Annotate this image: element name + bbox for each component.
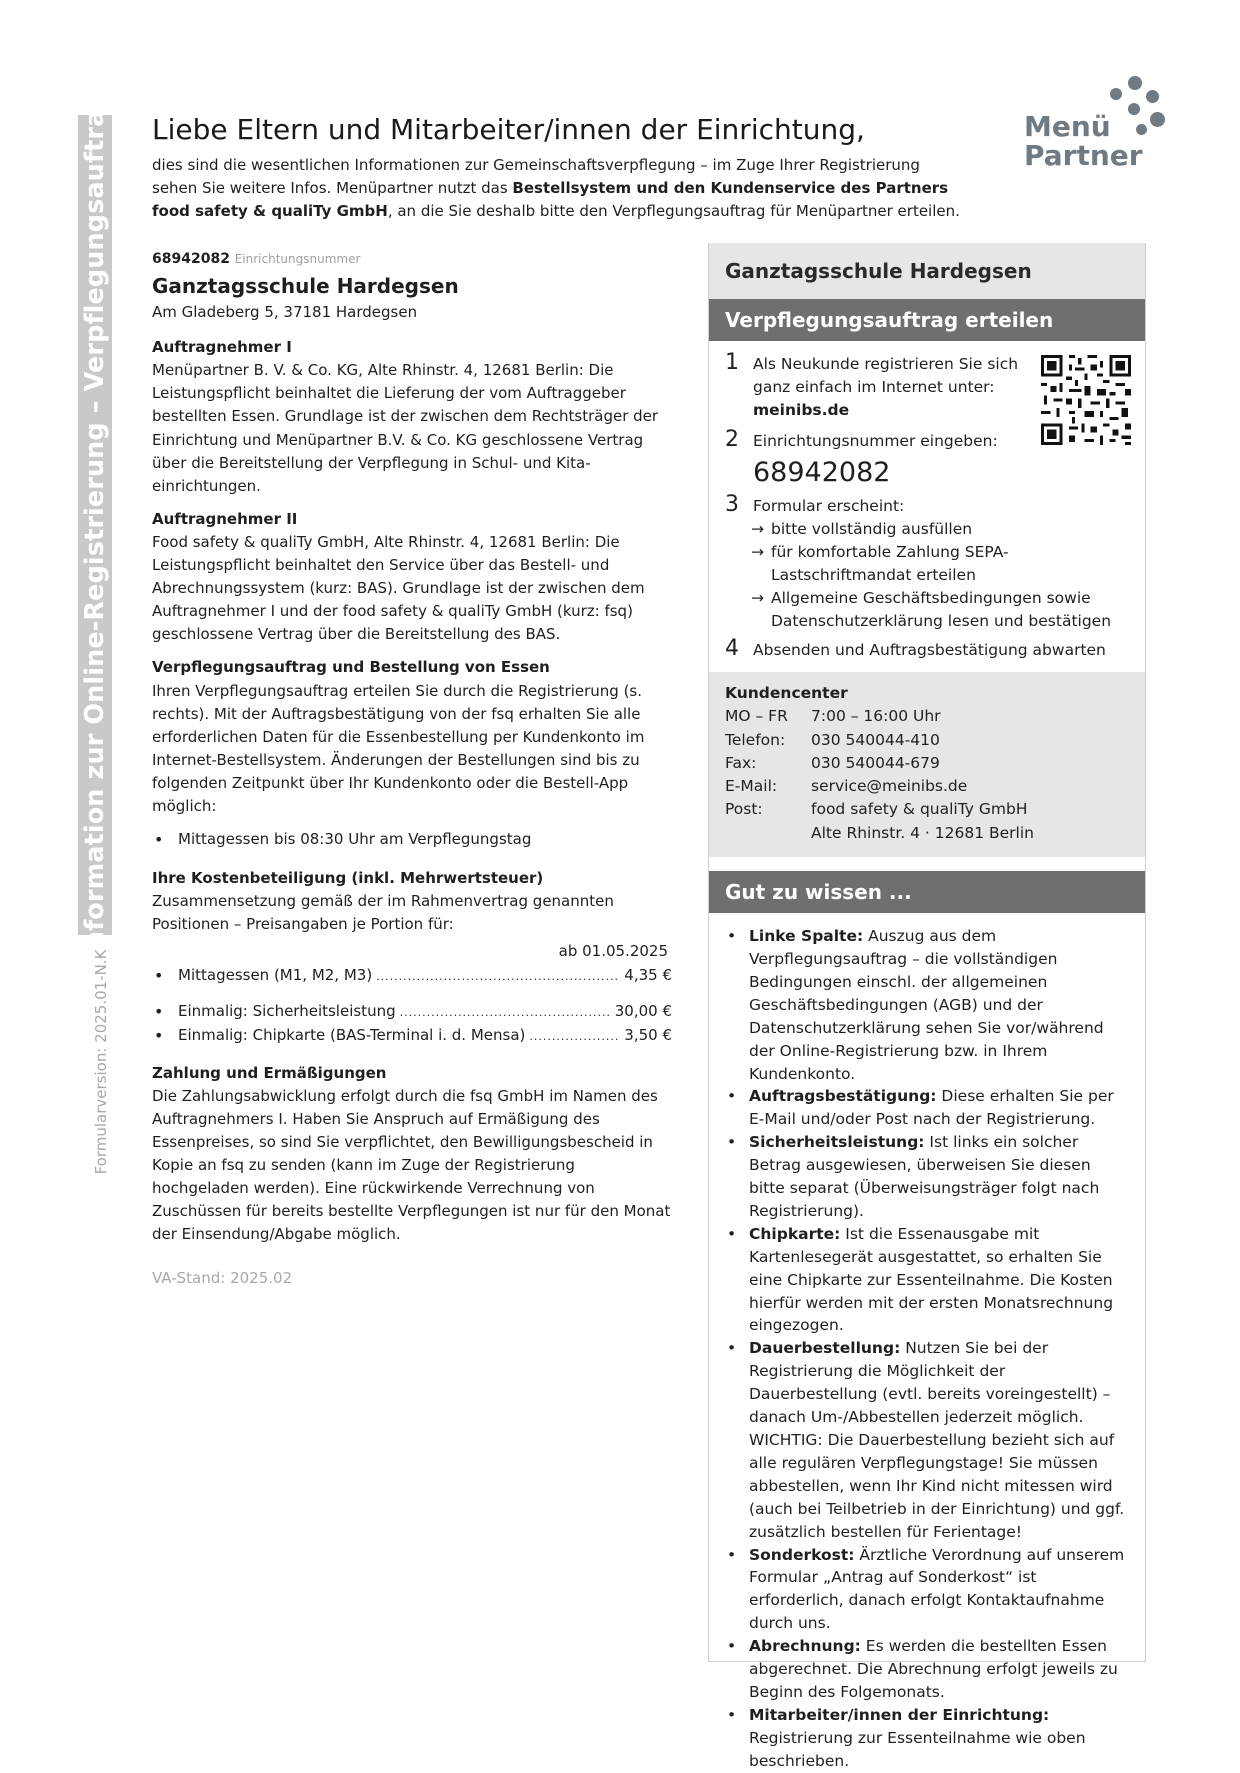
item-text: Auszug aus dem Verpflegungsauftrag – die vollständigen Bedingungen einschl. der allgemeinen Geschäftsbedingungen (AGB) und der Datenschutzerklärung sehen Sie vor/während der Online-Registrierung bzw. in Ihrem Kundenkonto. xyxy=(749,927,1104,1083)
intro-text xyxy=(152,154,992,223)
logo-dot-icon xyxy=(1146,90,1159,103)
price-row xyxy=(152,964,672,988)
intro-line-2 xyxy=(152,177,992,200)
item-title: Dauerbestellung: xyxy=(749,1339,901,1358)
step-number: 3 xyxy=(725,492,739,517)
contact-key: Post: xyxy=(725,800,763,819)
list-item xyxy=(725,1085,1131,1131)
step-number: 2 xyxy=(725,427,739,452)
customer-center-title: Kundencenter xyxy=(725,684,848,702)
registration-link[interactable]: meinibs.de xyxy=(753,401,850,419)
contact-row xyxy=(725,752,1129,775)
list-item xyxy=(725,1635,1131,1704)
price-label: • Mittagessen (M1, M2, M3) xyxy=(178,965,373,984)
step-number: 4 xyxy=(725,636,739,661)
payment-text: Die Zahlungsabwicklung erfolgt durch die fsq GmbH im Namen des Auftragnehmers I. Haben Sie Anspruch auf Ermäßigung des Essenpreises, so sind Sie verpflichtet, den Bewilligungsbescheid in Kopie an fsq zu senden (kann im Zuge der Registrierung hochgeladen werden). Eine rückwirkende Verrechnung von Zuschüssen für bereits bestellte Verpflegungen ist nur für den Monat der Einsendung/Abgabe möglich. xyxy=(152,1086,671,1244)
intro-text-part: sehen Sie weitere Infos. Menüpartner nutzt das xyxy=(152,179,513,197)
good-to-know-list xyxy=(709,913,1145,1773)
item-title: Mitarbeiter/innen der Einrichtung: xyxy=(749,1705,1050,1724)
step-text: Absenden und Auftragsbestätigung abwarten xyxy=(753,641,1106,659)
item-title: Linke Spalte: xyxy=(749,927,864,946)
logo-line-2: Partner xyxy=(1024,139,1143,172)
institution-number-large: 68942082 xyxy=(753,457,891,488)
price-value: 4,35 € xyxy=(624,965,672,984)
step-sub-text: Allgemeine Geschäftsbedingungen sowie Datenschutzerklärung lesen und bestätigen xyxy=(771,589,1112,630)
list-item xyxy=(725,925,1131,1085)
step-3-sub xyxy=(725,587,1129,633)
registration-steps xyxy=(709,341,1145,672)
contact-key: MO – FR xyxy=(725,707,788,726)
va-stand: VA-Stand: 2025.02 xyxy=(152,1268,293,1287)
item-title: Sicherheitsleistung: xyxy=(749,1133,925,1152)
cost-text: Zusammensetzung gemäß der im Rahmenvertrag genannten Positionen – Preisangaben je Portion für: xyxy=(152,892,614,934)
contact-key: E-Mail: xyxy=(725,777,778,796)
step-sub-text: bitte vollständig ausfüllen xyxy=(771,520,973,538)
item-title: Abrechnung: xyxy=(749,1637,861,1656)
step-1 xyxy=(725,350,1129,422)
price-leader xyxy=(400,1001,611,1024)
institution-number-label: Einrichtungsnummer xyxy=(234,252,361,266)
logo-line-1: Menü xyxy=(1024,110,1111,143)
price-label: • Einmalig: Chipkarte (BAS-Terminal i. d. Mensa) xyxy=(178,1025,526,1044)
contact-row xyxy=(725,798,1129,821)
contact-value: food safety & qualiTy GmbH xyxy=(811,800,1028,819)
item-text: Ist links ein solcher Betrag ausgewiesen, überweisen Sie diesen bitte separat (Überweisungsträger folgt nach Registrierung). xyxy=(749,1133,1100,1220)
contact-key: Telefon: xyxy=(725,730,786,749)
logo-dot-icon xyxy=(1150,112,1165,127)
item-text: Es werden die bestellten Essen abgerechnet. Die Abrechnung erfolgt jeweils zu Beginn des Folgemonats. xyxy=(749,1637,1118,1701)
institution-number-row xyxy=(152,247,672,271)
institution-number: 68942082 xyxy=(152,251,230,267)
step-text: Einrichtungsnummer eingeben: xyxy=(753,432,998,450)
intro-line-3 xyxy=(152,200,992,223)
price-row xyxy=(152,1000,672,1024)
order-title: Verpflegungsauftrag und Bestellung von Essen xyxy=(152,658,550,677)
price-label: • Einmalig: Sicherheitsleistung xyxy=(178,1001,396,1020)
left-column xyxy=(152,247,672,1290)
payment-title: Zahlung und Ermäßigungen xyxy=(152,1063,387,1082)
list-item xyxy=(725,1704,1131,1773)
step-text: Formular erscheint: xyxy=(753,497,905,515)
step-3-sub xyxy=(725,541,1129,587)
item-text: Ärztliche Verordnung auf unserem Formular „Antrag auf Sonderkost“ ist erforderlich, danach erfolgt Kontaktaufnahme durch uns. xyxy=(749,1545,1125,1633)
contact-value: Alte Rhinstr. 4 · 12681 Berlin xyxy=(811,823,1034,842)
logo-dot-icon xyxy=(1128,76,1142,90)
item-text: Ist die Essenausgabe mit Kartenlesegerät ausgestattet, so erhalten Sie eine Chipkarte zur Essenteilnahme. Die Kosten hierfür werden mit der ersten Monatsrechnung eingezogen. xyxy=(749,1224,1114,1335)
list-item xyxy=(725,1337,1131,1543)
contact-row xyxy=(725,775,1129,798)
intro-text-part: , an die Sie deshalb bitte den Verpflegungsauftrag für Menüpartner erteilen. xyxy=(387,202,960,220)
contractor-1-title: Auftragnehmer I xyxy=(152,338,292,357)
order-text: Ihren Verpflegungsauftrag erteilen Sie durch die Registrierung (s. rechts). Mit der Auftragsbestätigung von der fsq erhalten Sie alle erforderlichen Daten für die Essenbestellung per Kundenkonto im Internet-Bestellsystem. Änderungen der Bestellungen sind bis zu folgenden Zeitpunkt über Ihr Kundenkonto oder die Bestell-App möglich: xyxy=(152,681,645,815)
step-2 xyxy=(725,427,1129,453)
list-item xyxy=(725,1131,1131,1223)
registration-band: Verpflegungsauftrag erteilen xyxy=(709,299,1145,341)
price-value: 3,50 € xyxy=(624,1025,672,1044)
intro-line-1: dies sind die wesentlichen Informationen zur Gemeinschaftsverpflegung – im Zuge Ihrer Registrierung xyxy=(152,156,920,174)
contractor-1-text: Menüpartner B. V. & Co. KG, Alte Rhinstr. 4, 12681 Berlin: Die Leistungspflicht beinhaltet die Lieferung der vom Auftraggeber bestellten Essen. Grundlage ist der zwischen dem Rechtsträger der Einrichtung und Menüpartner B.V. & Co. KG geschlossene Vertrag über die Bereitstellung der Verpflegung in Schul- und Kita-einrichtungen. xyxy=(152,361,659,495)
list-item xyxy=(725,1223,1131,1338)
price-date: ab 01.05.2025 xyxy=(558,942,668,961)
price-value: 30,00 € xyxy=(614,1001,672,1020)
price-row xyxy=(152,1024,672,1048)
arrow-right-icon: → xyxy=(751,589,764,607)
intro-text-bold: Bestellsystem und den Kundenservice des Partners xyxy=(512,179,949,197)
price-leader xyxy=(529,1025,620,1048)
contact-email[interactable]: service@meinibs.de xyxy=(811,777,968,796)
logo-dot-icon xyxy=(1110,88,1122,100)
item-text: Diese erhalten Sie per E-Mail und/oder Post nach der Registrierung. xyxy=(749,1087,1114,1129)
step-number: 1 xyxy=(725,350,739,375)
order-deadline: • Mittagessen bis 08:30 Uhr am Verpflegungstag xyxy=(152,828,672,851)
item-title: Auftragsbestätigung: xyxy=(749,1087,937,1106)
contact-value: 030 540044-679 xyxy=(811,753,940,772)
intro-text-bold: food safety & qualiTy GmbH xyxy=(152,202,388,220)
contact-row xyxy=(725,822,1129,845)
contact-key xyxy=(725,822,811,845)
arrow-right-icon: → xyxy=(751,543,764,561)
institution-name: Ganztagsschule Hardegsen xyxy=(152,274,459,299)
contact-key: Fax: xyxy=(725,753,757,772)
item-title: Chipkarte: xyxy=(749,1224,841,1243)
cost-title: Ihre Kostenbeteiligung (inkl. Mehrwertsteuer) xyxy=(152,869,544,888)
school-box: Ganztagsschule Hardegsen xyxy=(709,243,1145,299)
step-sub-text: für komfortable Zahlung SEPA-Lastschriftmandat erteilen xyxy=(771,543,1009,584)
right-column xyxy=(708,243,1146,1770)
contact-phone[interactable]: 030 540044-410 xyxy=(811,730,940,749)
form-version: Formularversion: 2025.01-N.K xyxy=(92,949,110,1175)
logo-dot-icon xyxy=(1136,124,1147,135)
contractor-2-title: Auftragnehmer II xyxy=(152,509,298,528)
item-title: Sonderkost: xyxy=(749,1545,855,1564)
price-leader xyxy=(376,965,620,988)
step-3-sub xyxy=(725,518,1129,541)
logo-text xyxy=(1024,110,1143,172)
item-text: Nutzen Sie bei der Registrierung die Möglichkeit der Dauerbestellung (evtl. bereits voreingestellt) – danach Um-/Abbestellen jederzeit möglich. WICHTIG: Die Dauerbestellung bezieht sich auf alle regulären Verpflegungstage! Sie müssen abbestellen, wenn Ihr Kind nicht mitessen wird (auch bei Teilbetrieb in der Einrichtung) und ggf. zusätzlich bestellen für Ferientage! xyxy=(749,1339,1125,1541)
good-to-know-band: Gut zu wissen ... xyxy=(709,871,1145,913)
contact-row xyxy=(725,729,1129,752)
item-text: Registrierung zur Essenteilnahme wie oben beschrieben. xyxy=(749,1728,1086,1770)
step-4 xyxy=(725,636,1129,662)
sidebar-title: Information zur Online-Registrierung – Verpflegungsauftrag xyxy=(80,91,110,959)
list-item xyxy=(725,1544,1131,1636)
page-title: Liebe Eltern und Mitarbeiter/innen der Einrichtung, xyxy=(152,113,865,146)
institution-address: Am Gladeberg 5, 37181 Hardegsen xyxy=(152,303,418,322)
step-3 xyxy=(725,492,1129,518)
logo-dot-icon xyxy=(1128,103,1140,115)
customer-center xyxy=(709,672,1145,857)
contractor-2-text: Food safety & qualiTy GmbH, Alte Rhinstr. 4, 12681 Berlin: Die Leistungspflicht beinhaltet den Service über das Bestell- und Abrechnungssystem (kurz: BAS). Grundlage ist der zwischen dem Auftragnehmer I und der food safety & qualiTy GmbH (kurz: fsq) geschlossene Vertrag über die Bereitstellung des BAS. xyxy=(152,532,645,644)
arrow-right-icon: → xyxy=(751,520,764,538)
contact-row xyxy=(725,705,1129,728)
step-text: Als Neukunde registrieren Sie sich ganz einfach im Internet unter: xyxy=(753,355,1019,396)
contact-value: 7:00 – 16:00 Uhr xyxy=(811,707,941,726)
